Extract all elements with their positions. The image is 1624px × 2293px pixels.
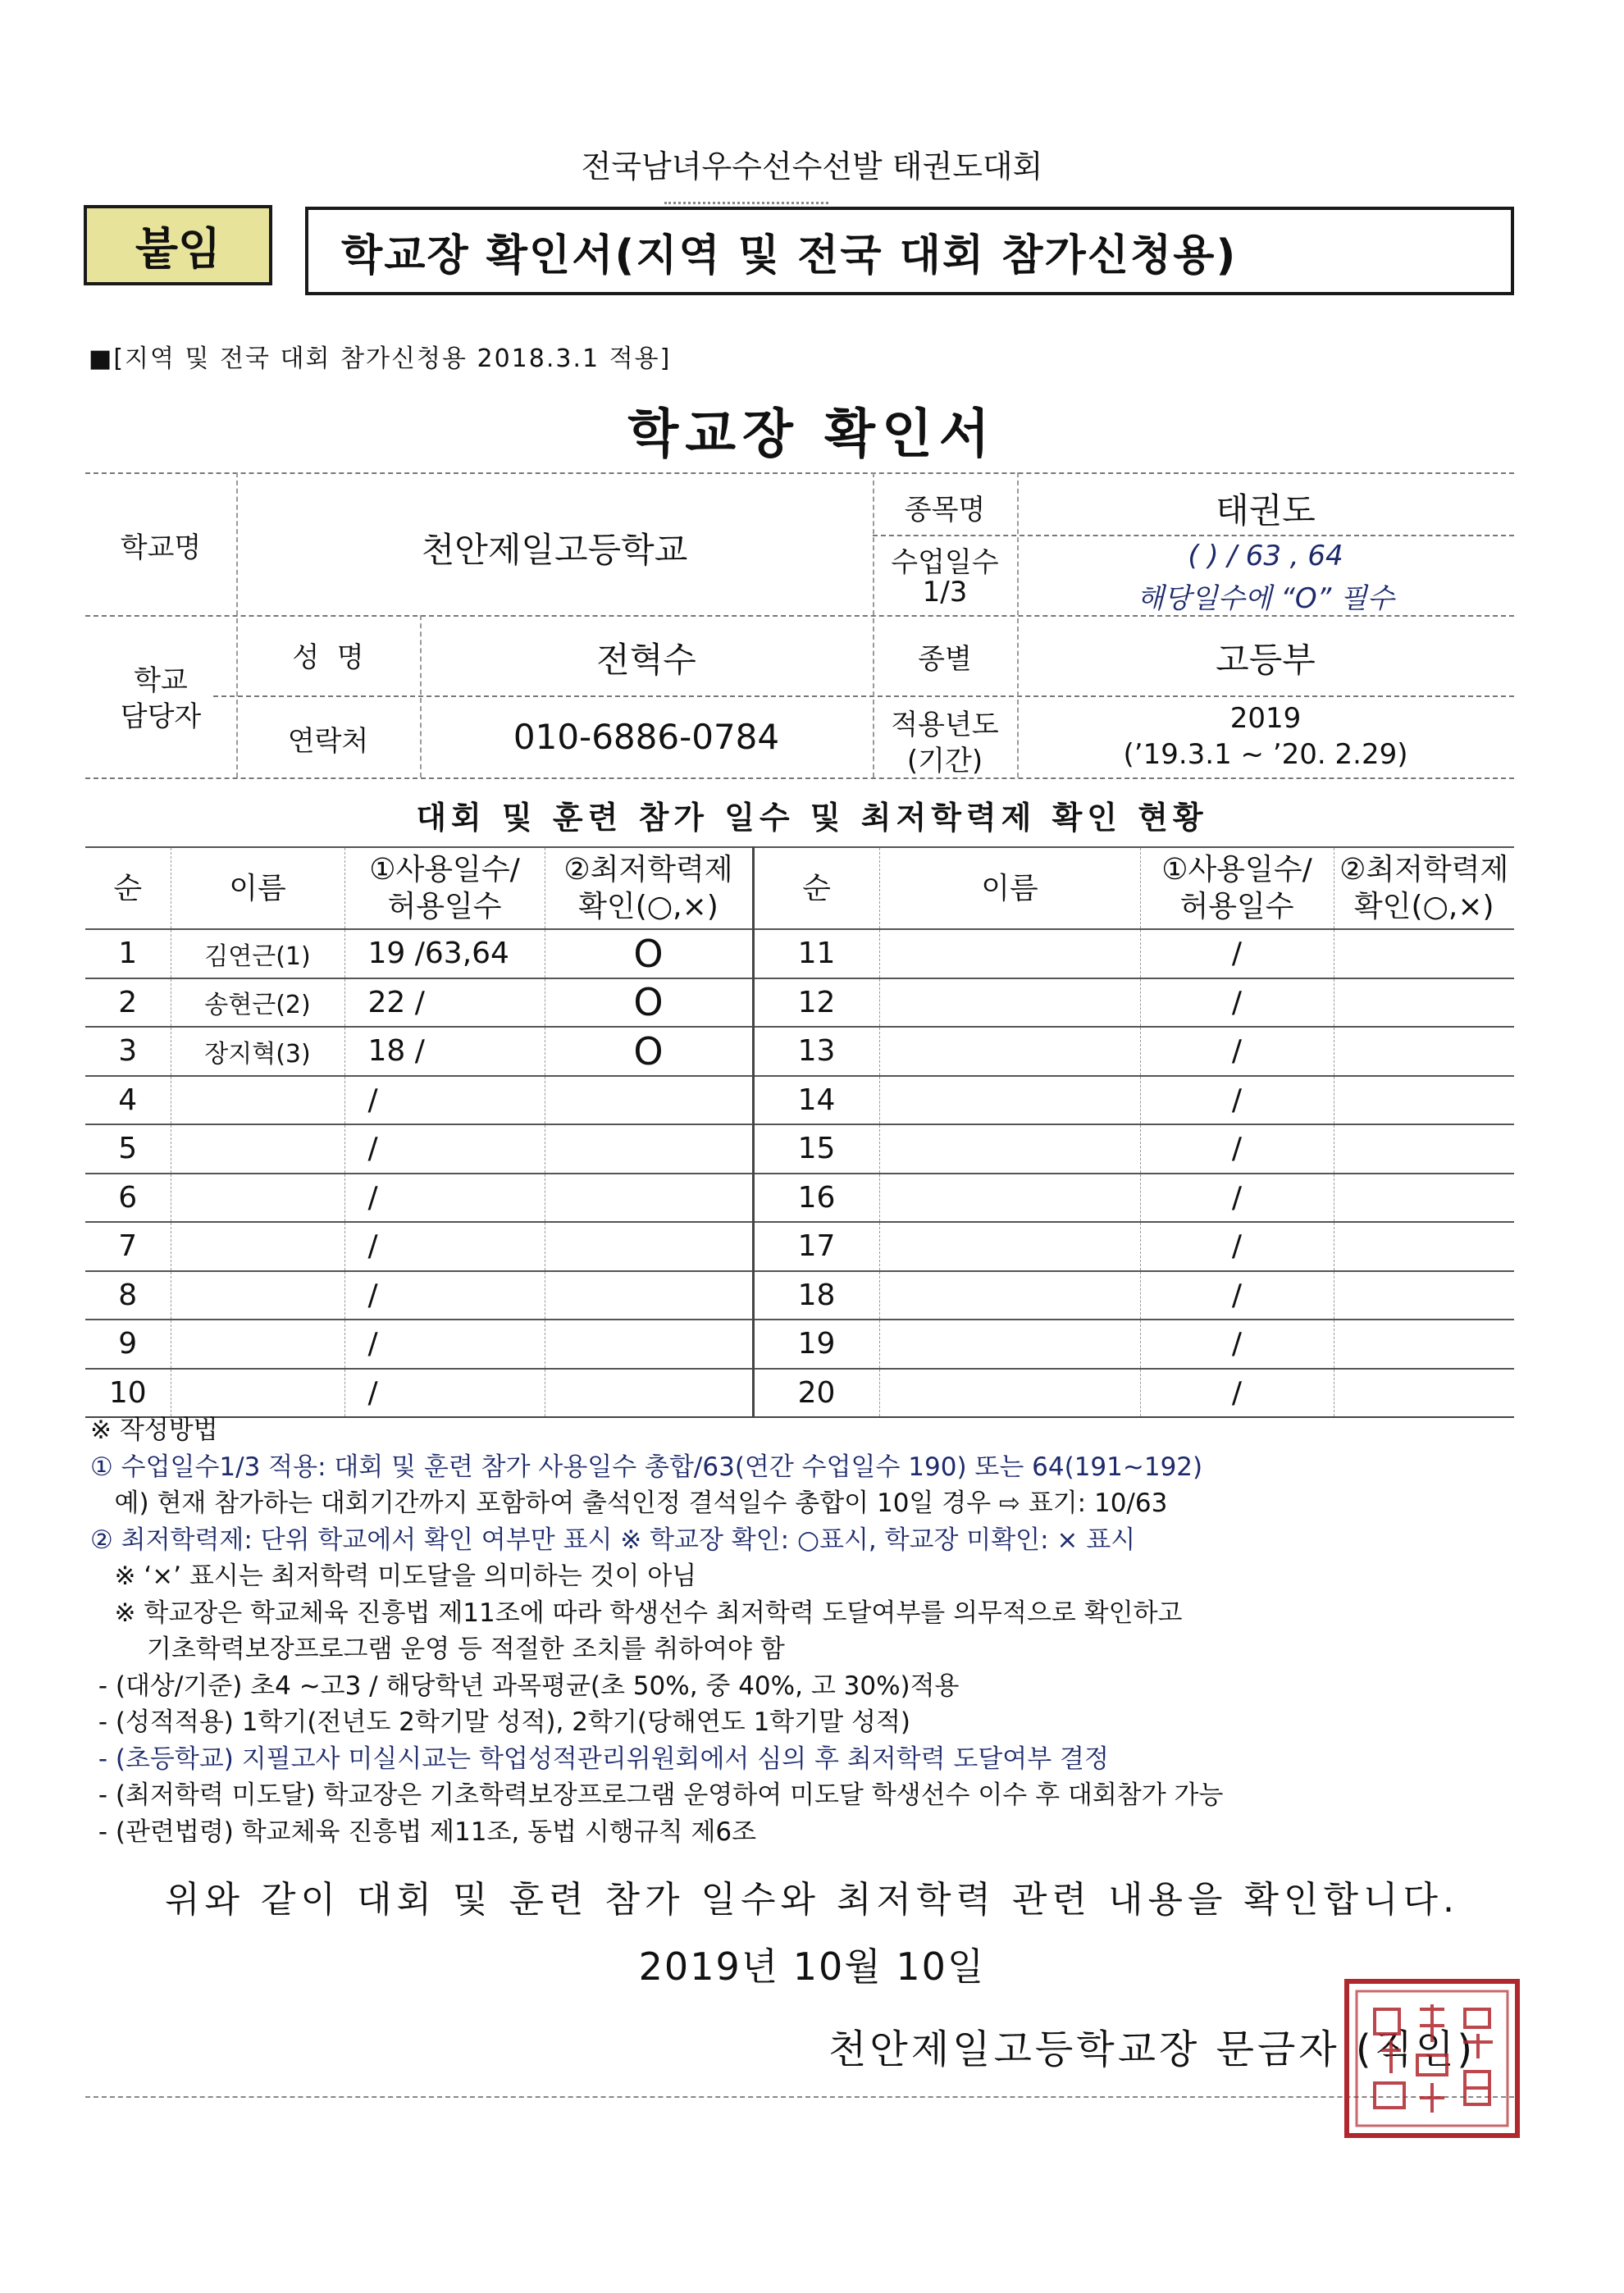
decorative-divider: [664, 202, 828, 204]
row-days: /: [1140, 1076, 1334, 1125]
event-title: 전국남녀우수선수선발 태권도대회: [581, 148, 1043, 185]
participants-table: [85, 846, 1514, 1418]
instruction-line: ① 수업일수1/3 적용: 대회 및 훈련 참가 사용일수 총합/63(연간 수업일수 190) 또는 64(191~192): [90, 1452, 1203, 1482]
category-label: 종별: [918, 643, 972, 676]
year-label: 적용년도: [891, 709, 999, 741]
table-row: [85, 978, 1514, 1028]
row-no: 8: [85, 1271, 171, 1320]
row-days: 18 /: [344, 1027, 545, 1076]
school-name-label: 학교명: [120, 531, 202, 564]
row-name: [171, 1076, 344, 1125]
confirmation-statement: 위와 같이 대회 및 훈련 참가 일수와 최저학력 관련 내용을 확인합니다.: [165, 1879, 1459, 1921]
year-value: 2019: [1229, 702, 1302, 735]
days-note: 해당일수에 “O” 필수: [1137, 582, 1394, 615]
row-no: 15: [753, 1124, 879, 1174]
row-name: 송현근(2): [171, 978, 344, 1028]
row-no: 12: [753, 978, 879, 1028]
table-row: [85, 1076, 1514, 1125]
instructions-title: ※ 작성방법: [90, 1415, 218, 1445]
row-check-mark: O: [545, 1027, 753, 1076]
seal-graphic: [1342, 1976, 1522, 2140]
col-name: 이름: [171, 847, 344, 929]
row-name: [879, 1124, 1140, 1174]
table-row: [85, 1369, 1514, 1418]
row-check-mark: [1334, 978, 1514, 1028]
row-check-mark: [545, 1174, 753, 1223]
col-no: 순: [85, 847, 171, 929]
bottom-rule: [85, 2096, 1514, 2098]
table-row: [85, 1124, 1514, 1174]
manager-label: 학교: [134, 664, 188, 697]
row-days: /: [1140, 929, 1334, 978]
row-check-mark: [545, 1222, 753, 1271]
row-days: /: [344, 1271, 545, 1320]
row-name: 장지혁(3): [171, 1027, 344, 1076]
row-name: [171, 1271, 344, 1320]
row-no: 10: [85, 1369, 171, 1418]
row-name: [879, 1222, 1140, 1271]
row-days: /: [1140, 1271, 1334, 1320]
col-check-line-2: 확인(○,×): [578, 890, 718, 923]
row-check-mark: O: [545, 978, 753, 1028]
row-check-mark: O: [545, 929, 753, 978]
document-title: 학교장 확인서(지역 및 전국 대회 참가신청용): [341, 230, 1238, 280]
row-no: 16: [753, 1174, 879, 1223]
row-check-mark: [1334, 1076, 1514, 1125]
info-bottom-rule: [85, 777, 1514, 779]
row-no: 6: [85, 1174, 171, 1223]
col-check-right-line-1: ②최저학력제: [1339, 853, 1509, 887]
info-top-rule: [85, 472, 1514, 474]
row-check-mark: [1334, 1369, 1514, 1418]
days-ratio-label: 1/3: [922, 576, 968, 609]
attachment-badge: 붙임: [84, 205, 272, 285]
instruction-line: 예) 현재 참가하는 대회기간까지 포함하여 출석인정 결석일수 총합이 10일 경우 ⇨ 표기: 10/63: [90, 1488, 1168, 1518]
row-no: 4: [85, 1076, 171, 1125]
row-days: /: [344, 1174, 545, 1223]
table-row: [85, 929, 1514, 978]
year-period-value: (’19.3.1 ~ ’20. 2.29): [1123, 738, 1408, 771]
instruction-line: 기초학력보장프로그램 운영 등 적절한 조치를 취하여야 함: [90, 1634, 785, 1664]
row-check-mark: [1334, 1320, 1514, 1369]
row-name: [171, 1320, 344, 1369]
row-days: /: [1140, 1174, 1334, 1223]
col-name-right: 이름: [879, 847, 1140, 929]
event-label: 종목명: [904, 494, 986, 527]
row-no: 14: [753, 1076, 879, 1125]
table-row: [85, 1271, 1514, 1320]
row-name: [879, 1076, 1140, 1125]
row-days: /: [1140, 1124, 1334, 1174]
instruction-line: - (대상/기준) 초4 ~고3 / 해당학년 과목평균(초 50%, 중 40%, 고 30%)적용: [90, 1671, 960, 1701]
row-days: /: [344, 1222, 545, 1271]
row-check-mark: [1334, 929, 1514, 978]
table-header-row: [85, 847, 1514, 929]
row-days: 22 /: [344, 978, 545, 1028]
col-days-right: [1140, 847, 1334, 929]
row-no: 3: [85, 1027, 171, 1076]
row-name: [879, 929, 1140, 978]
row-check-mark: [1334, 1271, 1514, 1320]
row-days: /: [1140, 978, 1334, 1028]
row-name: [171, 1174, 344, 1223]
document-title-box: [305, 207, 1514, 295]
table-row: [85, 1174, 1514, 1223]
row-days: /: [344, 1076, 545, 1125]
row-name: [879, 978, 1140, 1028]
days-label: 수업일수: [891, 546, 999, 579]
table-row: [85, 1027, 1514, 1076]
table-row: [85, 1320, 1514, 1369]
instruction-line: ② 최저학력제: 단위 학교에서 확인 여부만 표시 ※ 학교장 확인: ○표시, 학교장 미확인: × 표시: [90, 1525, 1136, 1555]
row-name: [879, 1320, 1140, 1369]
seal-strokes: [1375, 2004, 1493, 2113]
row-check-mark: [545, 1076, 753, 1125]
table-heading: 대회 및 훈련 참가 일수 및 최저학력제 확인 현황: [416, 800, 1208, 836]
col-days-line-2: 허용일수: [387, 890, 502, 923]
info-rule-contact: [213, 695, 1514, 697]
instructions: [90, 1412, 1534, 1850]
reference-note: ■[지역 및 전국 대회 참가신청용 2018.3.1 적용]: [89, 344, 672, 373]
year-period-label: (기간): [906, 745, 983, 777]
row-days: /: [344, 1124, 545, 1174]
col-check-line-1: ②최저학력제: [563, 853, 733, 887]
principal-signature-line: 천안제일고등학교장 문금자 (직인): [828, 2026, 1476, 2072]
contact-label: 연락처: [287, 725, 369, 758]
row-no: 17: [753, 1222, 879, 1271]
row-no: 7: [85, 1222, 171, 1271]
school-name-value: 천안제일고등학교: [421, 530, 688, 570]
row-no: 13: [753, 1027, 879, 1076]
row-check-mark: [1334, 1222, 1514, 1271]
col-days-right-line-1: ①사용일수/: [1161, 853, 1312, 887]
row-no: 18: [753, 1271, 879, 1320]
row-check-mark: [1334, 1124, 1514, 1174]
row-days: /: [1140, 1027, 1334, 1076]
row-name: [171, 1369, 344, 1418]
row-days: /: [1140, 1222, 1334, 1271]
col-days-right-line-2: 허용일수: [1179, 890, 1294, 923]
instruction-line: - (관련법령) 학교체육 진흥법 제11조, 동법 시행규칙 제6조: [90, 1817, 757, 1847]
row-days: /: [344, 1369, 545, 1418]
row-days: /: [344, 1320, 545, 1369]
row-check-mark: [545, 1369, 753, 1418]
row-days: /: [1140, 1369, 1334, 1418]
official-seal-stamp: [1342, 1976, 1522, 2140]
days-value: ( ) / 63 , 64: [1188, 540, 1343, 572]
row-no: 20: [753, 1369, 879, 1418]
instruction-line: - (최저학력 미도달) 학교장은 기초학력보장프로그램 운영하여 미도달 학생선수 이수 후 대회참가 가능: [90, 1780, 1224, 1810]
row-name: [879, 1027, 1140, 1076]
info-rule-event: [873, 535, 1514, 536]
row-name: [171, 1124, 344, 1174]
instruction-line: ※ 학교장은 학교체육 진흥법 제11조에 따라 학생선수 최저학력 도달여부를 의무적으로 확인하고: [90, 1598, 1183, 1628]
instruction-line: ※ ‘×’ 표시는 최저학력 미도달을 의미하는 것이 아님: [90, 1561, 697, 1591]
col-days-line-1: ①사용일수/: [369, 853, 520, 887]
row-no: 9: [85, 1320, 171, 1369]
row-days: /: [1140, 1320, 1334, 1369]
row-check-mark: [545, 1320, 753, 1369]
row-name: [879, 1369, 1140, 1418]
row-no: 2: [85, 978, 171, 1028]
row-check-mark: [1334, 1027, 1514, 1076]
row-name: [171, 1222, 344, 1271]
document-date: 2019년 10월 10일: [638, 1944, 986, 1989]
row-check-mark: [545, 1124, 753, 1174]
instruction-line: - (초등학교) 지필고사 미실시교는 학업성적관리위원회에서 심의 후 최저학력 도달여부 결정: [90, 1744, 1109, 1774]
manager-label-2: 담당자: [120, 700, 202, 733]
instruction-line: - (성적적용) 1학기(전년도 2학기말 성적), 2학기(당해연도 1학기말 성적): [90, 1707, 910, 1737]
row-no: 5: [85, 1124, 171, 1174]
col-check-right: [1334, 847, 1514, 929]
category-value: 고등부: [1216, 640, 1316, 680]
row-check-mark: [545, 1271, 753, 1320]
row-no: 1: [85, 929, 171, 978]
col-no-right: 순: [753, 847, 879, 929]
col-check-right-line-2: 확인(○,×): [1353, 890, 1494, 923]
col-check: [545, 847, 753, 929]
event-value: 태권도: [1216, 490, 1316, 531]
row-no: 11: [753, 929, 879, 978]
row-no: 19: [753, 1320, 879, 1369]
manager-name: 전혁수: [596, 640, 696, 680]
row-name: [879, 1271, 1140, 1320]
table-row: [85, 1222, 1514, 1271]
contact-value: 010-6886-0784: [513, 717, 780, 757]
page-title: 학교장 확인서: [627, 404, 997, 465]
row-name: [879, 1174, 1140, 1223]
name-label: 성 명: [292, 641, 364, 674]
row-name: 김연근(1): [171, 929, 344, 978]
school-info-section: [85, 472, 1514, 777]
row-days: 19 /63,64: [344, 929, 545, 978]
col-days: [344, 847, 545, 929]
row-check-mark: [1334, 1174, 1514, 1223]
